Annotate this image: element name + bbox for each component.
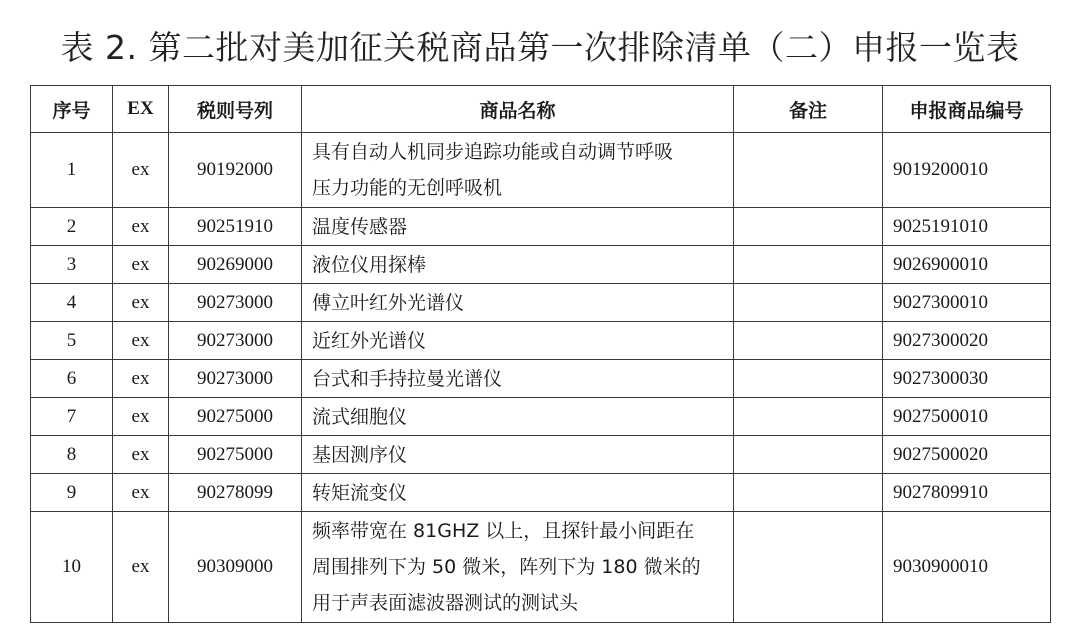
cell-product-name bbox=[302, 133, 734, 208]
cell-remark bbox=[734, 208, 883, 246]
product-name-line: 液位仪用探棒 bbox=[312, 253, 427, 276]
product-name-line: 近红外光谱仪 bbox=[312, 329, 427, 352]
cell-ex: ex bbox=[113, 133, 169, 208]
cell-declare-code: 9027809910 bbox=[883, 474, 1051, 512]
cell-product-name bbox=[302, 246, 734, 284]
cell-remark bbox=[734, 512, 883, 623]
cell-tariff: 90251910 bbox=[169, 208, 302, 246]
header-ex: EX bbox=[113, 86, 169, 133]
cell-product-name bbox=[302, 360, 734, 398]
cell-remark bbox=[734, 322, 883, 360]
cell-ex: ex bbox=[113, 284, 169, 322]
cell-tariff: 90309000 bbox=[169, 512, 302, 623]
cell-declare-code: 9030900010 bbox=[883, 512, 1051, 623]
product-name-line: 具有自动人机同步追踪功能或自动调节呼吸 bbox=[312, 141, 674, 163]
cell-remark bbox=[734, 398, 883, 436]
cell-declare-code: 9027300030 bbox=[883, 360, 1051, 398]
cell-tariff: 90275000 bbox=[169, 436, 302, 474]
header-tariff: 税则号列 bbox=[169, 86, 302, 133]
table-row bbox=[31, 284, 1051, 322]
cell-remark bbox=[734, 436, 883, 474]
cell-declare-code: 9019200010 bbox=[883, 133, 1051, 208]
cell-seq: 4 bbox=[31, 284, 113, 322]
cell-product-name bbox=[302, 398, 734, 436]
product-name-line: 台式和手持拉曼光谱仪 bbox=[312, 367, 503, 390]
cell-product-name bbox=[302, 322, 734, 360]
cell-declare-code: 9026900010 bbox=[883, 246, 1051, 284]
exclusion-list-table bbox=[30, 85, 1051, 623]
product-name-line: 傅立叶红外光谱仪 bbox=[312, 291, 465, 314]
table-row bbox=[31, 246, 1051, 284]
cell-ex: ex bbox=[113, 474, 169, 512]
header-remark: 备注 bbox=[734, 86, 883, 133]
product-name-line: 压力功能的无创呼吸机 bbox=[312, 177, 503, 199]
cell-declare-code: 9027300010 bbox=[883, 284, 1051, 322]
cell-seq: 3 bbox=[31, 246, 113, 284]
cell-declare-code: 9027300020 bbox=[883, 322, 1051, 360]
cell-product-name bbox=[302, 436, 734, 474]
cell-seq: 2 bbox=[31, 208, 113, 246]
table-row bbox=[31, 133, 1051, 208]
table-row bbox=[31, 512, 1051, 623]
cell-seq: 10 bbox=[31, 512, 113, 623]
cell-seq: 1 bbox=[31, 133, 113, 208]
cell-ex: ex bbox=[113, 322, 169, 360]
product-name-line: 频率带宽在 81GHZ 以上，且探针最小间距在 bbox=[312, 520, 695, 542]
cell-tariff: 90269000 bbox=[169, 246, 302, 284]
cell-seq: 8 bbox=[31, 436, 113, 474]
cell-product-name bbox=[302, 474, 734, 512]
header-code: 申报商品编号 bbox=[883, 86, 1051, 133]
cell-remark bbox=[734, 284, 883, 322]
cell-seq: 9 bbox=[31, 474, 113, 512]
product-name-line: 温度传感器 bbox=[312, 215, 408, 238]
cell-tariff: 90273000 bbox=[169, 322, 302, 360]
cell-remark bbox=[734, 360, 883, 398]
cell-remark bbox=[734, 133, 883, 208]
product-name-line: 周围排列下为 50 微米，阵列下为 180 微米的 bbox=[312, 556, 701, 578]
cell-remark bbox=[734, 474, 883, 512]
header-name: 商品名称 bbox=[302, 86, 734, 133]
cell-declare-code: 9027500020 bbox=[883, 436, 1051, 474]
table-row bbox=[31, 322, 1051, 360]
table-body bbox=[31, 133, 1051, 623]
cell-ex: ex bbox=[113, 436, 169, 474]
cell-ex: ex bbox=[113, 246, 169, 284]
cell-product-name bbox=[302, 208, 734, 246]
table-header-row bbox=[31, 86, 1051, 133]
cell-ex: ex bbox=[113, 398, 169, 436]
cell-tariff: 90192000 bbox=[169, 133, 302, 208]
cell-ex: ex bbox=[113, 360, 169, 398]
product-name-line: 基因测序仪 bbox=[312, 443, 408, 466]
table-row bbox=[31, 208, 1051, 246]
table-row bbox=[31, 398, 1051, 436]
cell-remark bbox=[734, 246, 883, 284]
table-row bbox=[31, 360, 1051, 398]
cell-declare-code: 9025191010 bbox=[883, 208, 1051, 246]
product-name-line: 用于声表面滤波器测试的测试头 bbox=[312, 592, 579, 614]
header-seq: 序号 bbox=[31, 86, 113, 133]
cell-tariff: 90275000 bbox=[169, 398, 302, 436]
cell-tariff: 90273000 bbox=[169, 284, 302, 322]
cell-product-name bbox=[302, 284, 734, 322]
cell-ex: ex bbox=[113, 208, 169, 246]
cell-seq: 6 bbox=[31, 360, 113, 398]
table-title: 表 2. 第二批对美加征关税商品第一次排除清单（二）申报一览表 bbox=[60, 28, 1020, 67]
cell-product-name bbox=[302, 512, 734, 623]
cell-declare-code: 9027500010 bbox=[883, 398, 1051, 436]
product-name-line: 转矩流变仪 bbox=[312, 481, 408, 504]
cell-tariff: 90278099 bbox=[169, 474, 302, 512]
table-row bbox=[31, 436, 1051, 474]
cell-seq: 7 bbox=[31, 398, 113, 436]
product-name-line: 流式细胞仪 bbox=[312, 405, 408, 428]
cell-seq: 5 bbox=[31, 322, 113, 360]
table-row bbox=[31, 474, 1051, 512]
cell-tariff: 90273000 bbox=[169, 360, 302, 398]
cell-ex: ex bbox=[113, 512, 169, 623]
